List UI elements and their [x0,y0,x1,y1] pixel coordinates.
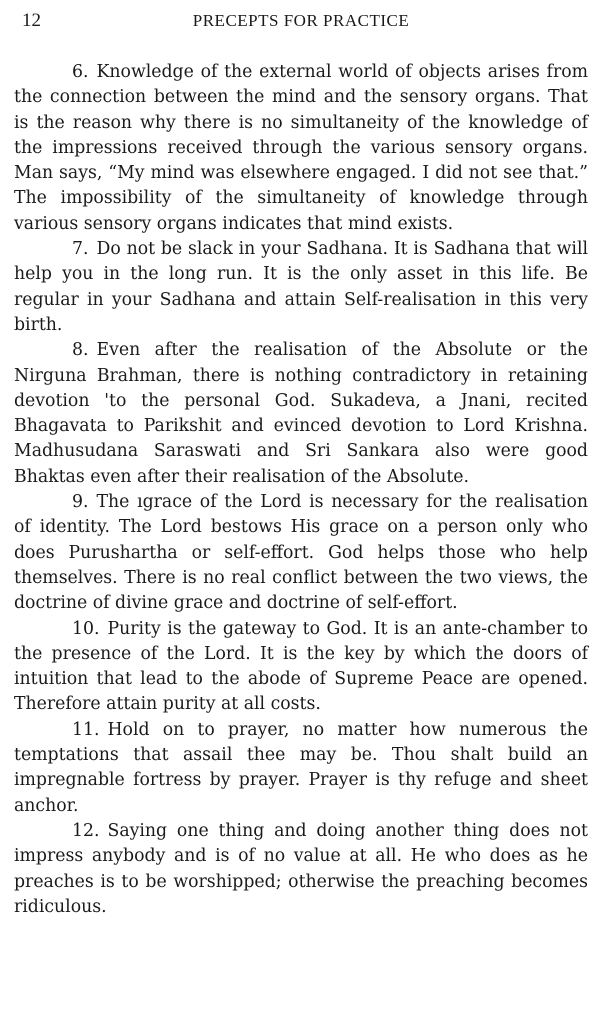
paragraph-number: 7. [72,239,89,260]
paragraph-text: Hold on to prayer, no matter how numerous the temptations that assail thee may be. Thou shalt build an impregnable fortress by prayer. Prayer is thy refuge and sheet anchor. [14,719,588,816]
paragraph-text: Purity is the gateway to God. It is an ante-chamber to the presence of the Lord. It is the key by which the doors of intuition that lead to the abode of Supreme Peace are opened. Therefore attain purity at all costs. [14,618,588,715]
paragraph-number: 6. [72,62,89,82]
paragraph-8 [14,338,588,490]
paragraph-number: 8. [72,340,89,361]
paragraph-12 [14,819,588,920]
paragraph-text: Do not be slack in your Sadhana. It is Sadhana that will help you in the long run. It is the only asset in this life. Be regular in your Sadhana and attain Self-realisation in this very birth. [14,239,588,335]
paragraph-number: 11. [72,719,100,740]
paragraph-text: Knowledge of the external world of objects arises from the connection between the mind and the sensory organs. That is the reason why there is no simultaneity of the knowledge of the impressions received through the various sensory organs. Man says, “My mind was elsewhere engaged. I did not see that.” The impossibility of the simultaneity of knowledge through various sensory organs indicates that mind exists. [14,62,588,234]
running-head: PRECEPTS FOR PRACTICE [192,11,410,30]
paragraph-number: 9. [72,492,89,513]
page-number: 12 [22,10,41,31]
paragraph-number: 12. [72,820,100,841]
body-text [14,60,588,920]
paragraph-9 [14,490,588,616]
paragraph-10 [14,617,588,718]
paragraph-number: 10. [72,618,100,639]
paragraph-text: The ıgrace of the Lord is necessary for the realisation of identity. The Lord bestows His grace on a person only who does Purushartha or self-effort. God helps those who help themselves. There is no real conflict between the two views, the doctrine of divine grace and doctrine of self-effort. [14,492,588,614]
paragraph-text: Even after the realisation of the Absolute or the Nirguna Brahman, there is nothing contradictory in retaining devotion 'to the personal God. Sukadeva, a Jnani, recited Bhagavata to Parikshit and evinced devotion to Lord Krishna. Madhusudana Saraswati and Sri Sankara also were good Bhaktas even after their realisation of the Absolute. [14,340,588,487]
paragraph-11 [14,718,588,819]
paragraph-text: Saying one thing and doing another thing does not impress anybody and is of no value at all. He who does as he preaches is to be worshipped; otherwise the preaching becomes ridiculous. [14,820,588,917]
paragraph-6 [14,60,588,237]
page-header [14,0,588,42]
paragraph-7 [14,237,588,338]
